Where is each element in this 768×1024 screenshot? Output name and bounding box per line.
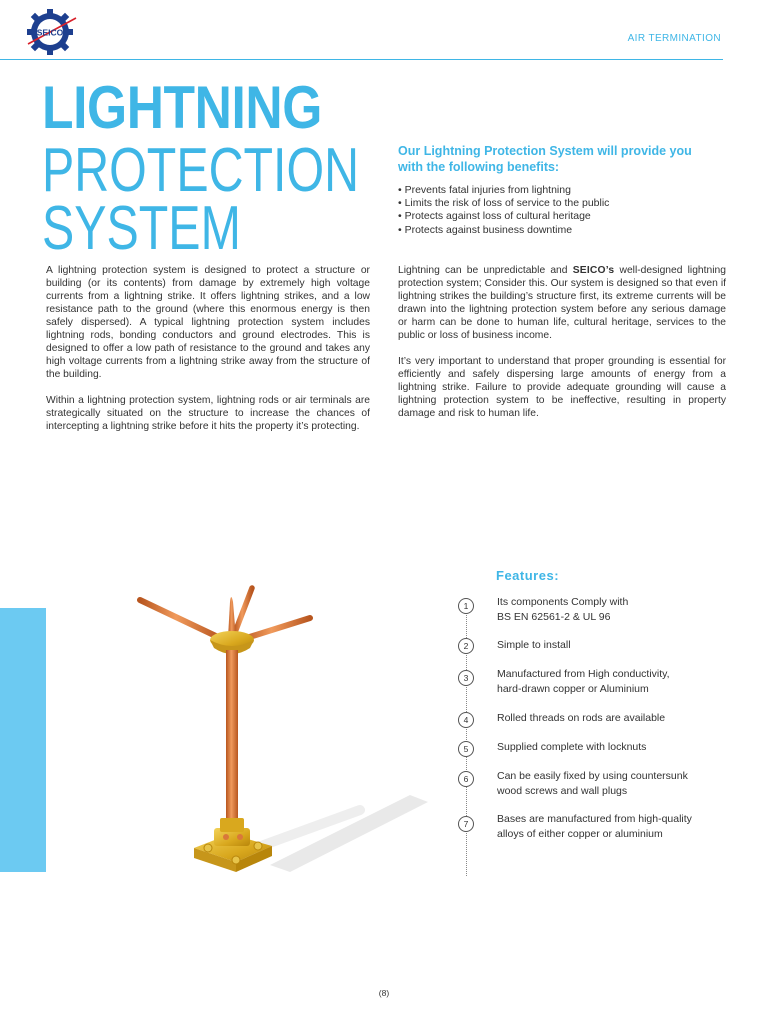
feature-item: Bases are manufactured from high-quality alloys of either copper or aluminium	[497, 813, 692, 840]
header-divider	[0, 59, 723, 60]
benefit-item: • Prevents fatal injuries from lightning	[398, 184, 609, 197]
intro-paragraph-2: Within a lightning protection system, lightning rods or air terminals are strategically situated on the structure to increase the chances of intercepting a lightning strike before it hits the property it’s protecting.	[46, 395, 370, 432]
feature-item: Rolled threads on rods are available	[497, 712, 666, 724]
section-tag: AIR TERMINATION	[627, 33, 721, 44]
feature-item: Can be easily fixed by using countersunk wood screws and wall plugs	[497, 770, 688, 797]
page-title-line-3: SYSTEM	[42, 194, 241, 263]
brand-name: SEICO’s	[572, 265, 615, 276]
feature-number-badge: 1	[458, 598, 474, 614]
benefit-item: • Protects against business downtime	[398, 224, 609, 237]
feature-item: Simple to install	[497, 639, 571, 651]
side-accent-bar	[0, 608, 46, 872]
feature-number-badge: 4	[458, 712, 474, 728]
right-paragraph-1: Lightning can be unpredictable and SEICO’s well-designed lightning protection system; Consider this. Our system is designed so that even if lightning strikes the building’s structure first, its extreme currents will be drawn into the lightning protection system before any serious damage or harm can be done to human life, cultural heritage, services to the public or loss of business income.	[398, 265, 726, 341]
page-number: (8)	[378, 988, 390, 998]
feature-item: Manufactured from High conductivity, hard-drawn copper or Aluminium	[497, 668, 670, 695]
page-title-line-2: PROTECTION	[42, 136, 360, 205]
features-heading: Features:	[496, 568, 560, 583]
feature-item: Supplied complete with locknuts	[497, 741, 647, 753]
feature-number-badge: 5	[458, 741, 474, 757]
feature-item: Its components Comply with BS EN 62561-2 & UL 96	[497, 596, 629, 623]
right-paragraph-2: It’s very important to understand that proper grounding is essential for efficiently and safely dispersing large amounts of energy from a lightning strike. Failure to provide adequate grounding will cause a lightning protection system to be ineffective, resulting in property damage and risk to human life.	[398, 356, 726, 419]
seico-logo	[26, 8, 78, 56]
intro-paragraph-1: A lightning protection system is designed to protect a structure or building (or its contents) from damage by extremely high voltage currents from a lightning strike. It offers lightning strikes, and a low resistance path to the ground (where this enormous energy is then safely dispersed). A typical lightning protection system includes lightning rods, bonding conductors and ground electrodes. This is designed to offer a low path of resistance to the ground and takes any high voltage currents from a lightning strike away from the structure of the building.	[46, 265, 370, 380]
svg-text:SEICO: SEICO	[36, 27, 64, 38]
feature-number-badge: 6	[458, 771, 474, 787]
air-terminal-image	[110, 580, 440, 900]
benefit-item: • Protects against loss of cultural heritage	[398, 210, 609, 223]
benefit-item: • Limits the risk of loss of service to the public	[398, 197, 609, 210]
feature-number-badge: 2	[458, 638, 474, 654]
benefits-list	[398, 184, 609, 237]
feature-number-badge: 7	[458, 816, 474, 832]
intro-column-left	[46, 264, 370, 446]
intro-column-right	[398, 264, 726, 433]
page-title-line-1: LIGHTNING	[42, 74, 322, 141]
benefits-heading: Our Lightning Protection System will provide you with the following benefits:	[398, 144, 692, 174]
feature-number-badge: 3	[458, 670, 474, 686]
